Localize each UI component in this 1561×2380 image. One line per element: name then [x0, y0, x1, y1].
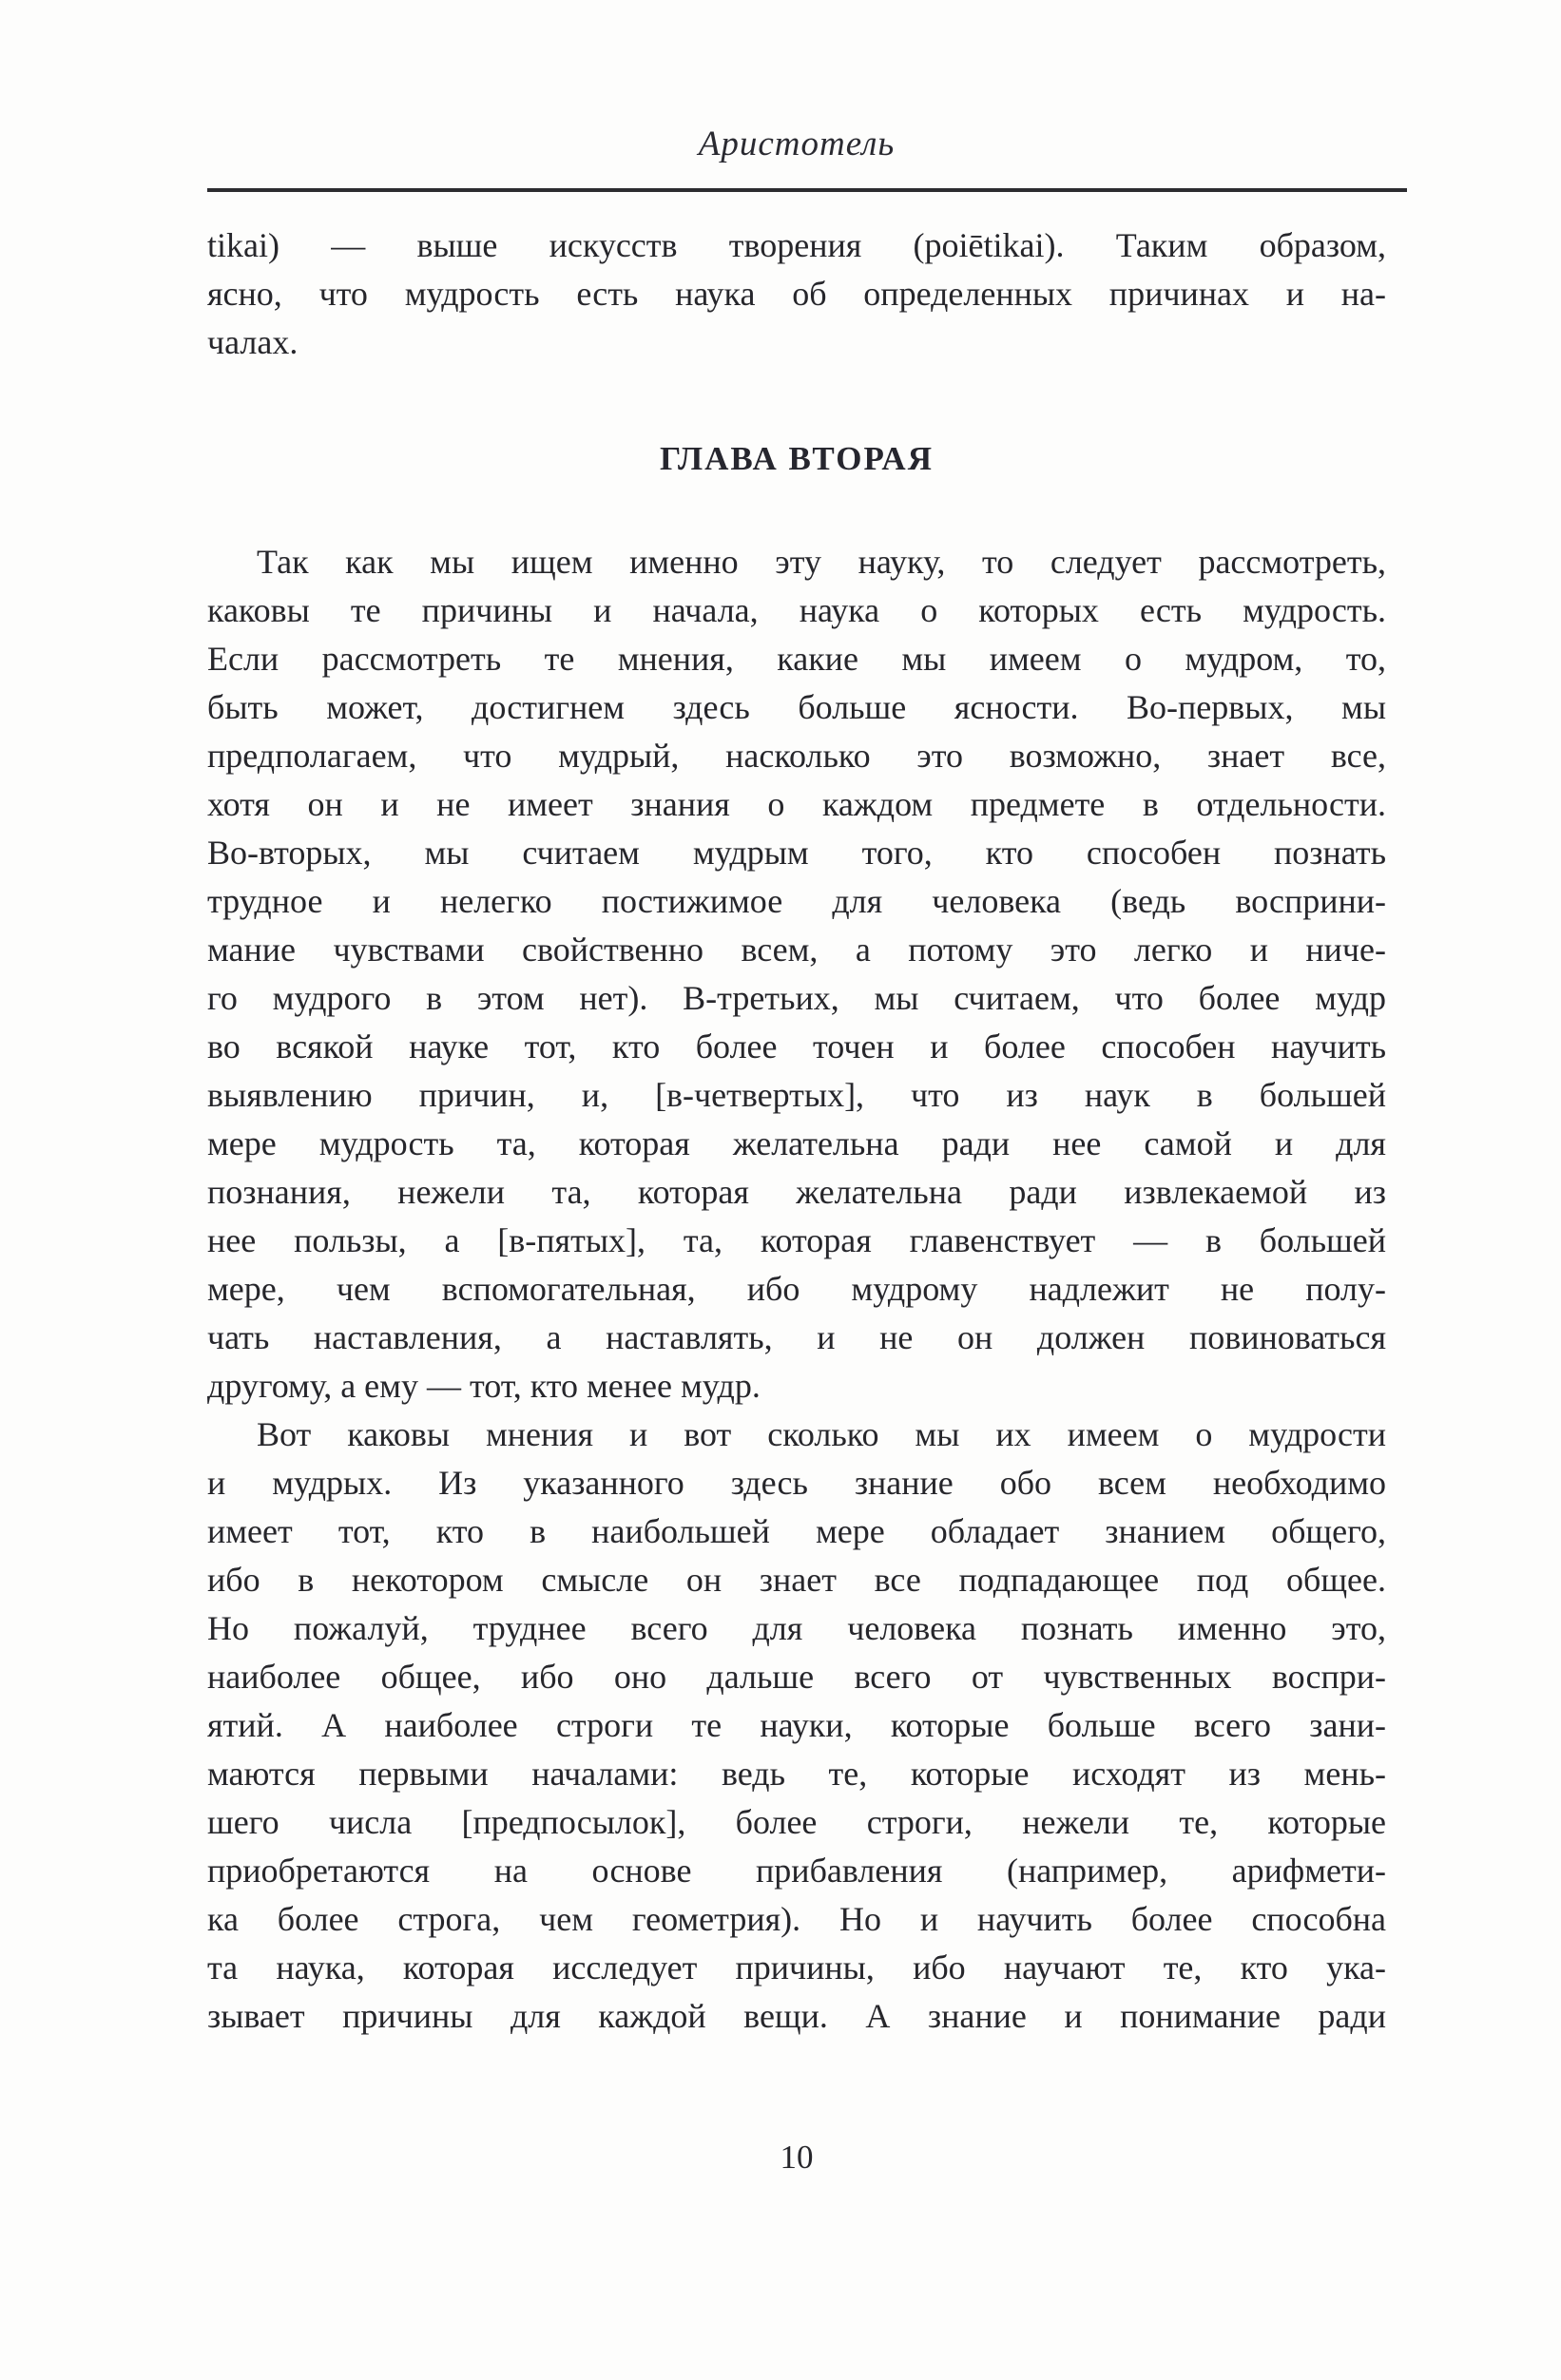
paragraph-2 [207, 1411, 1386, 2041]
text-line: Во-вторых, мы считаем мудрым того, кто способен познать [207, 834, 1386, 872]
text-line: выявлению причин, и, [в-четвертых], что из наук в большей [207, 1076, 1386, 1114]
running-header: Аристотель [698, 125, 896, 163]
text-line: зывает причины для каждой вещи. А знание и понимание ради [207, 1997, 1386, 2035]
text-line: Так как мы ищем именно эту науку, то следует рассмотреть, [257, 543, 1386, 581]
text-line: нее пользы, а [в-пятых], та, которая главенствует — в большей [207, 1221, 1386, 1259]
text-line: ятий. А наиболее строги те науки, которые больше всего зани- [207, 1706, 1386, 1744]
text-line: Вот каковы мнения и вот сколько мы их имеем о мудрости [257, 1415, 1386, 1453]
text-line: мере, чем вспомогательная, ибо мудрому надлежит не полу- [207, 1270, 1386, 1308]
text-line: tikai) — выше искусств творения (poiētikai). Таким образом, [207, 226, 1386, 264]
text-line: быть может, достигнем здесь больше ясности. Во-первых, мы [207, 688, 1386, 726]
text-line: во всякой науке тот, кто более точен и более способен научить [207, 1027, 1386, 1065]
text-line: наиболее общее, ибо оно дальше всего от чувственных воспри- [207, 1658, 1386, 1696]
paragraph-1 [207, 538, 1386, 1411]
text-line: трудное и нелегко постижимое для человека (ведь восприни- [207, 882, 1386, 920]
text-line: ка более строга, чем геометрия). Но и научить более способна [207, 1900, 1386, 1938]
text-line: предполагаем, что мудрый, насколько это возможно, знает все, [207, 737, 1386, 775]
text-line: Если рассмотреть те мнения, какие мы имеем о мудром, то, [207, 640, 1386, 678]
text-line: мере мудрость та, которая желательна ради нее самой и для [207, 1124, 1386, 1162]
text-line: другому, а ему — тот, кто менее мудр. [207, 1367, 761, 1405]
text-line: мание чувствами свойственно всем, а потому это легко и ниче- [207, 931, 1386, 969]
text-line: Но пожалуй, труднее всего для человека познать именно это, [207, 1609, 1386, 1647]
intro-paragraph [207, 221, 1386, 367]
text-line: имеет тот, кто в наибольшей мере обладает знанием общего, [207, 1512, 1386, 1550]
text-line: приобретаются на основе прибавления (например, арифмети- [207, 1852, 1386, 1890]
text-line: познания, нежели та, которая желательна ради извлекаемой из [207, 1173, 1386, 1211]
page-number: 10 [780, 2139, 814, 2176]
text-line: ибо в некотором смысле он знает все подпадающее под общее. [207, 1561, 1386, 1599]
text-line: шего числа [предпосылок], более строги, нежели те, которые [207, 1803, 1386, 1841]
text-line: маются первыми началами: ведь те, которые исходят из мень- [207, 1755, 1386, 1793]
text-line: каковы те причины и начала, наука о которых есть мудрость. [207, 591, 1386, 629]
text-line: чалах. [207, 323, 299, 361]
text-line: чать наставления, а наставлять, и не он должен повиноваться [207, 1318, 1386, 1356]
text-line: та наука, которая исследует причины, ибо научают те, кто ука- [207, 1948, 1386, 1987]
chapter-heading: ГЛАВА ВТОРАЯ [660, 440, 934, 477]
text-line: ясно, что мудрость есть наука об определенных причинах и на- [207, 275, 1386, 313]
text-line: хотя он и не имеет знания о каждом предмете в отдельности. [207, 785, 1386, 823]
text-line: го мудрого в этом нет). В-третьих, мы считаем, что более мудр [207, 979, 1386, 1017]
text-line: и мудрых. Из указанного здесь знание обо всем необходимо [207, 1464, 1386, 1502]
chapter-body [207, 538, 1386, 2041]
header-rule [207, 188, 1407, 192]
